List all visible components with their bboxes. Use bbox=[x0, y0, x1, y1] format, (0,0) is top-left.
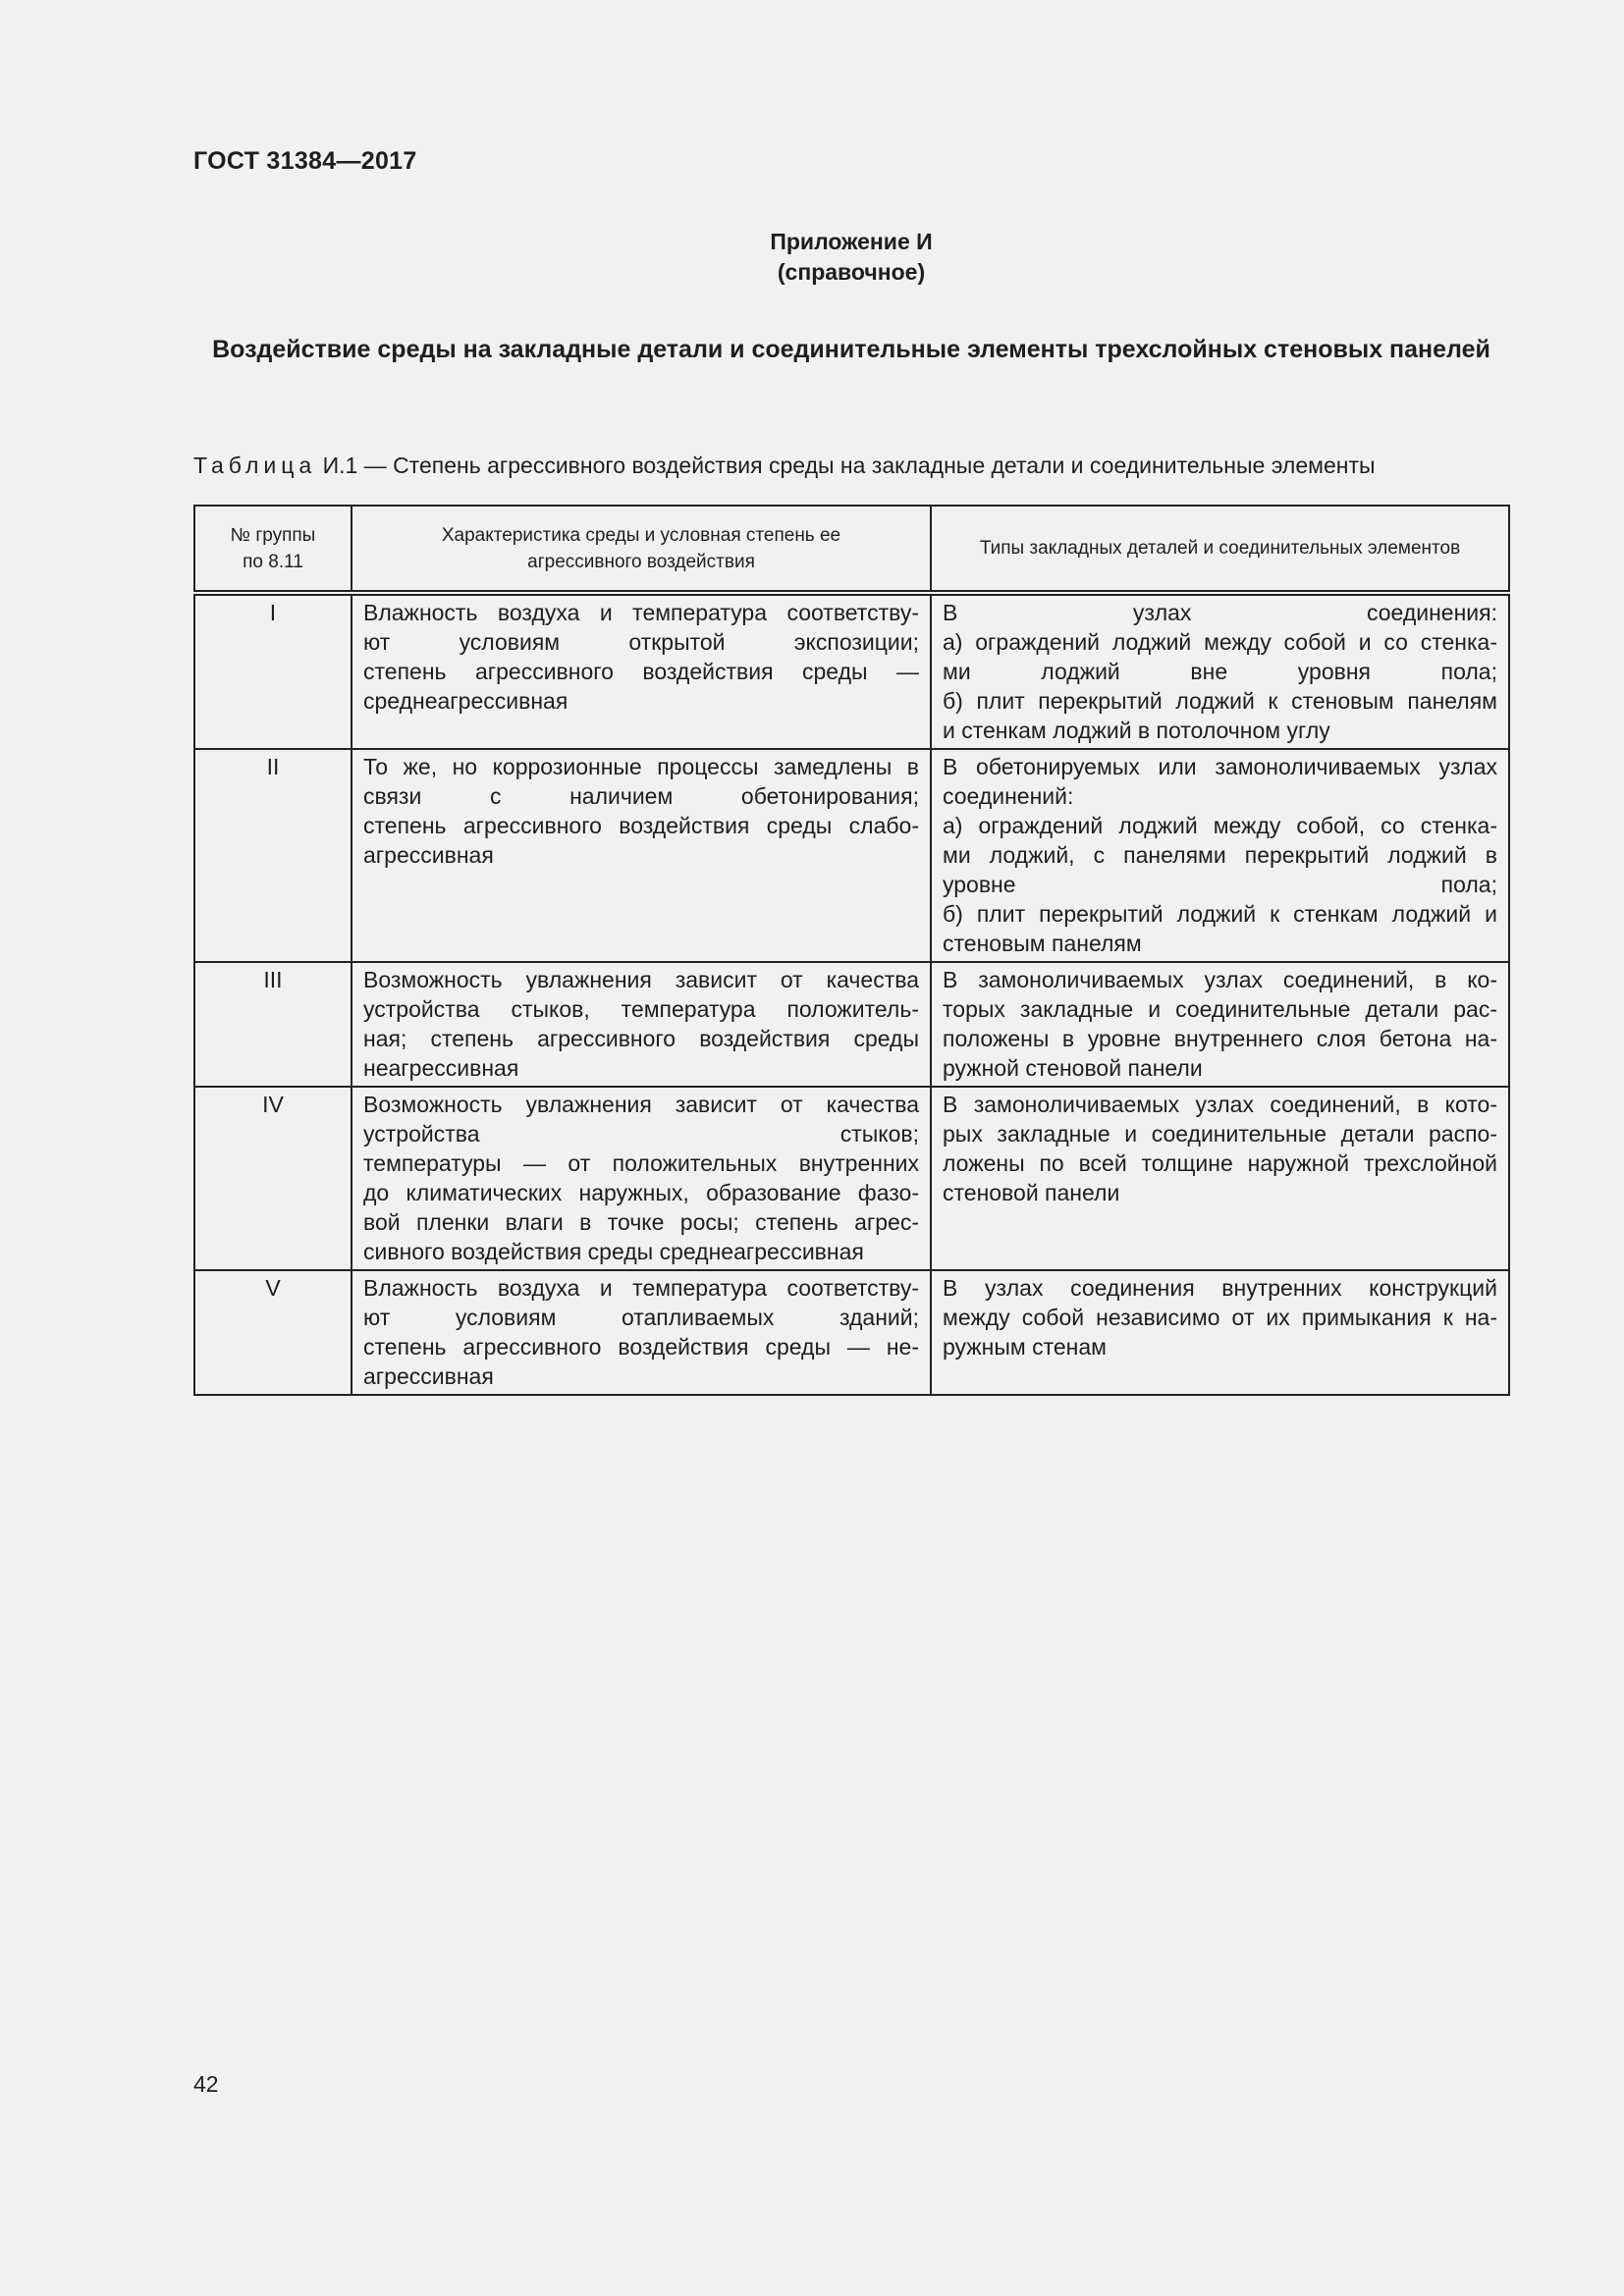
cell-line: ружным стенам bbox=[943, 1334, 1107, 1360]
table-row bbox=[194, 1270, 1509, 1395]
element-types-cell bbox=[931, 749, 1509, 962]
cell-line: сивного воздействия среды среднеагрессивная bbox=[363, 1239, 864, 1264]
cell-line: Возможность увлажнения зависит от качества bbox=[363, 1092, 919, 1117]
cell-line: устройства стыков, температура положитель- bbox=[363, 996, 919, 1022]
cell-line: б) плит перекрытий лоджий к стеновым панелям bbox=[943, 688, 1497, 714]
cell-line: а) ограждений лоджий между собой и со стенка- bbox=[943, 629, 1497, 655]
page-number: 42 bbox=[193, 2071, 219, 2097]
cell-line: среднеагрессивная bbox=[363, 688, 568, 714]
cell-line: То же, но коррозионные процессы замедлены в bbox=[363, 754, 919, 779]
cell-line: ми лоджий вне уровня пола; bbox=[943, 659, 1497, 684]
element-types-cell bbox=[931, 1087, 1509, 1270]
environment-cell bbox=[352, 749, 931, 962]
cell-line: неагрессивная bbox=[363, 1055, 519, 1081]
cell-line: агрессивная bbox=[363, 1363, 494, 1389]
cell-line: ют условиям отапливаемых зданий; bbox=[363, 1305, 919, 1330]
cell-line: ют условиям открытой экспозиции; bbox=[363, 629, 919, 655]
environment-cell bbox=[352, 962, 931, 1087]
table-caption bbox=[193, 453, 1376, 479]
cell-line: и стенкам лоджий в потолочном углу bbox=[943, 718, 1330, 743]
table-body bbox=[194, 593, 1509, 1395]
table-row bbox=[194, 749, 1509, 962]
cell-line: В замоноличиваемых узлах соединений, в кото- bbox=[943, 1092, 1497, 1117]
table-row bbox=[194, 593, 1509, 749]
cell-line: степень агрессивного воздействия среды — bbox=[363, 659, 919, 684]
appendix-heading bbox=[193, 227, 1509, 288]
main-table bbox=[193, 505, 1510, 1396]
cell-line: В замоноличиваемых узлах соединений, в ко- bbox=[943, 967, 1497, 992]
table-row bbox=[194, 1087, 1509, 1270]
element-types-cell bbox=[931, 962, 1509, 1087]
cell-line: ружной стеновой панели bbox=[943, 1055, 1203, 1081]
cell-line: ная; степень агрессивного воздействия среды bbox=[363, 1026, 919, 1051]
cell-line: В узлах соединения внутренних конструкций bbox=[943, 1275, 1497, 1301]
cell-line: Влажность воздуха и температура соответству- bbox=[363, 1275, 919, 1301]
cell-line: соединений: bbox=[943, 783, 1074, 809]
main-title: Воздействие среды на закладные детали и соединительные элементы трехслойных стеновых панелей bbox=[212, 336, 1490, 363]
group-number-cell: IV bbox=[194, 1087, 352, 1270]
cell-line: положены в уровне внутреннего слоя бетона на- bbox=[943, 1026, 1497, 1051]
table-caption-text: И.1 — Степень агрессивного воздействия среды на закладные детали и соединительные элементы bbox=[316, 453, 1376, 478]
cell-line: В обетонируемых или замоноличиваемых узлах bbox=[943, 754, 1497, 779]
cell-line: вой пленки влаги в точке росы; степень агрес- bbox=[363, 1209, 919, 1235]
group-number-cell: III bbox=[194, 962, 352, 1087]
header-group-number: № группы по 8.11 bbox=[194, 506, 352, 593]
environment-cell bbox=[352, 1087, 931, 1270]
cell-line: связи с наличием обетонирования; bbox=[363, 783, 919, 809]
environment-cell bbox=[352, 1270, 931, 1395]
cell-line: агрессивная bbox=[363, 842, 494, 868]
group-number-cell: I bbox=[194, 593, 352, 749]
cell-line: рых закладные и соединительные детали распо- bbox=[943, 1121, 1497, 1147]
cell-line: между собой независимо от их примыкания к на- bbox=[943, 1305, 1497, 1330]
group-number-cell: V bbox=[194, 1270, 352, 1395]
cell-line: Влажность воздуха и температура соответству- bbox=[363, 600, 919, 625]
cell-line: а) ограждений лоджий между собой, со стенка- bbox=[943, 813, 1497, 838]
cell-line: температуры — от положительных внутренних bbox=[363, 1150, 919, 1176]
cell-line: уровне пола; bbox=[943, 872, 1497, 897]
cell-line: стеновой панели bbox=[943, 1180, 1120, 1205]
table-caption-label: Таблица bbox=[193, 453, 317, 478]
table-header-row bbox=[194, 506, 1509, 593]
element-types-cell bbox=[931, 1270, 1509, 1395]
cell-line: степень агрессивного воздействия среды — не- bbox=[363, 1334, 919, 1360]
environment-cell bbox=[352, 593, 931, 749]
cell-line: ложены по всей толщине наружной трехслойной bbox=[943, 1150, 1497, 1176]
cell-line: ми лоджий, с панелями перекрытий лоджий в bbox=[943, 842, 1497, 868]
appendix-title: Приложение И bbox=[770, 229, 933, 254]
cell-line: степень агрессивного воздействия среды слабо- bbox=[363, 813, 919, 838]
cell-line: стеновым панелям bbox=[943, 931, 1142, 956]
cell-line: б) плит перекрытий лоджий к стенкам лоджий и bbox=[943, 901, 1497, 927]
appendix-subtitle: (справочное) bbox=[777, 259, 926, 285]
header-element-types: Типы закладных деталей и соединительных элементов bbox=[931, 506, 1509, 593]
cell-line: до климатических наружных, образование фазо- bbox=[363, 1180, 919, 1205]
cell-line: В узлах соединения: bbox=[943, 600, 1497, 625]
cell-line: устройства стыков; bbox=[363, 1121, 919, 1147]
group-number-cell: II bbox=[194, 749, 352, 962]
element-types-cell bbox=[931, 593, 1509, 749]
table-row bbox=[194, 962, 1509, 1087]
cell-line: торых закладные и соединительные детали рас- bbox=[943, 996, 1497, 1022]
header-environment: Характеристика среды и условная степень ее агрессивного воздействия bbox=[352, 506, 931, 593]
document-code: ГОСТ 31384—2017 bbox=[193, 147, 417, 175]
cell-line: Возможность увлажнения зависит от качества bbox=[363, 967, 919, 992]
